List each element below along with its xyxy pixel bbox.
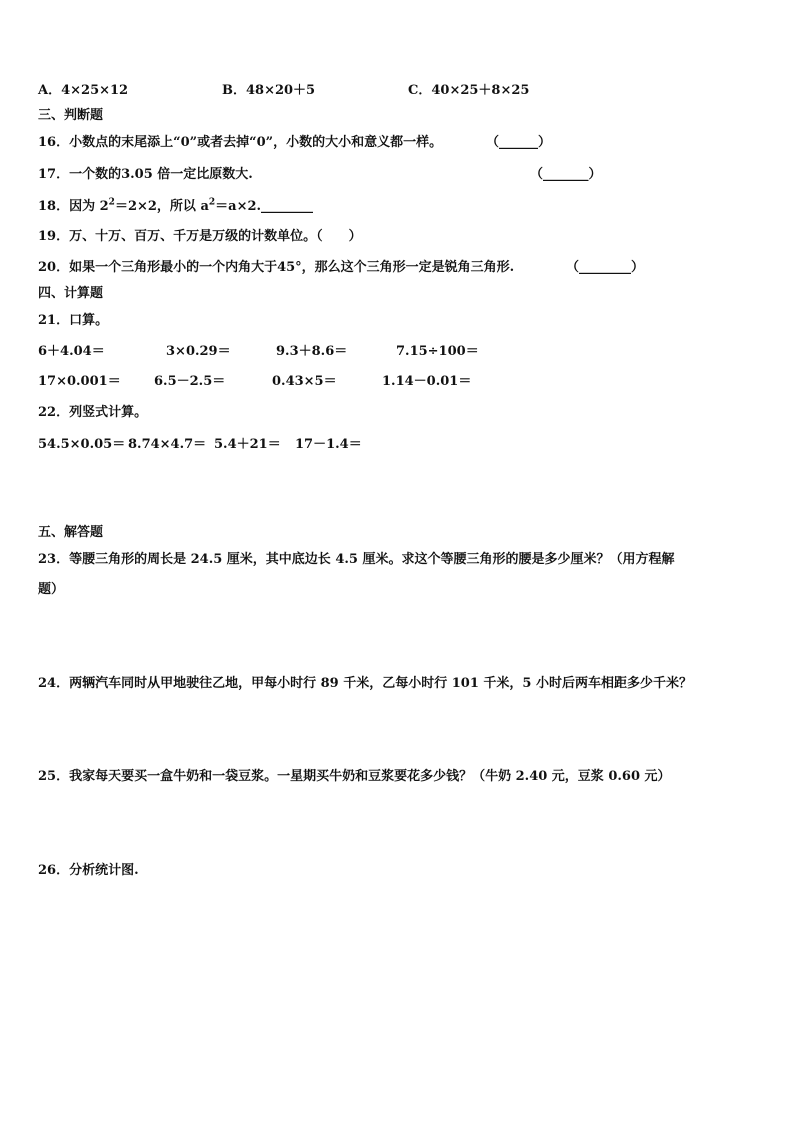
question-18-exponent-1: 2 bbox=[108, 197, 115, 208]
question-18-exponent-2: 2 bbox=[208, 197, 216, 208]
section-title-calculation: 四、计算题 bbox=[38, 286, 104, 301]
question-24: 24．两辆汽车同时从甲地驶往乙地，甲每小时行 89 千米，乙每小时行 101 千米，5 小时后两车相距多少千米？ bbox=[38, 676, 692, 691]
mental-calc-item: 9.3＋8.6＝ bbox=[276, 344, 348, 359]
mental-calc-item: 0.43×5＝ bbox=[272, 374, 337, 389]
mental-calc-item: 17×0.001＝ bbox=[38, 374, 121, 389]
question-23-line-2: 题） bbox=[38, 582, 65, 597]
option-c: C．40×25＋8×25 bbox=[408, 83, 530, 98]
mental-calc-item: 3×0.29＝ bbox=[166, 344, 231, 359]
question-19: 19．万、十万、百万、千万是万级的计数单位。（ ） bbox=[38, 229, 362, 244]
question-16: 16．小数点的末尾添上“0”或者去掉“0”，小数的大小和意义都一样。 bbox=[38, 135, 443, 150]
section-title-word-problems: 五、解答题 bbox=[38, 525, 104, 540]
mental-calc-item: 6＋4.04＝ bbox=[38, 344, 105, 359]
question-21-title: 21．口算。 bbox=[38, 313, 109, 328]
section-title-judgment: 三、判断题 bbox=[38, 108, 104, 123]
vertical-calc-item: 5.4＋21＝ bbox=[214, 437, 281, 452]
mental-calc-item: 6.5－2.5＝ bbox=[154, 374, 226, 389]
question-26: 26．分析统计图. bbox=[38, 863, 139, 878]
question-18-post: ＝a×2.________ bbox=[215, 199, 314, 214]
mental-calc-item: 7.15÷100＝ bbox=[396, 344, 479, 359]
option-b: B．48×20＋5 bbox=[222, 83, 316, 98]
vertical-calc-item: 8.74×4.7＝ bbox=[128, 437, 207, 452]
question-18-pre: 18．因为 2 bbox=[38, 199, 109, 214]
question-18 bbox=[38, 198, 313, 216]
vertical-calc-item: 54.5×0.05＝ bbox=[38, 437, 126, 452]
question-25: 25．我家每天要买一盒牛奶和一袋豆浆。一星期买牛奶和豆浆要花多少钱？（牛奶 2.40 元，豆浆 0.60 元） bbox=[38, 769, 671, 784]
question-16-blank: （______） bbox=[486, 135, 552, 150]
vertical-calc-item: 17－1.4＝ bbox=[295, 437, 362, 452]
question-23-line-1: 23．等腰三角形的周长是 24.5 厘米，其中底边长 4.5 厘米。求这个等腰三角形的腰是多少厘米？（用方程解 bbox=[38, 552, 675, 567]
question-17: 17．一个数的3.05 倍一定比原数大. bbox=[38, 167, 253, 182]
question-22-title: 22．列竖式计算。 bbox=[38, 405, 148, 420]
option-a: A．4×25×12 bbox=[38, 83, 129, 98]
question-20-blank: （________） bbox=[566, 260, 645, 275]
question-18-mid: ＝2×2，所以 a bbox=[114, 199, 209, 214]
mental-calc-item: 1.14－0.01＝ bbox=[382, 374, 472, 389]
question-20: 20．如果一个三角形最小的一个内角大于45°，那么这个三角形一定是锐角三角形. bbox=[38, 260, 515, 275]
question-17-blank: （_______） bbox=[530, 167, 602, 182]
